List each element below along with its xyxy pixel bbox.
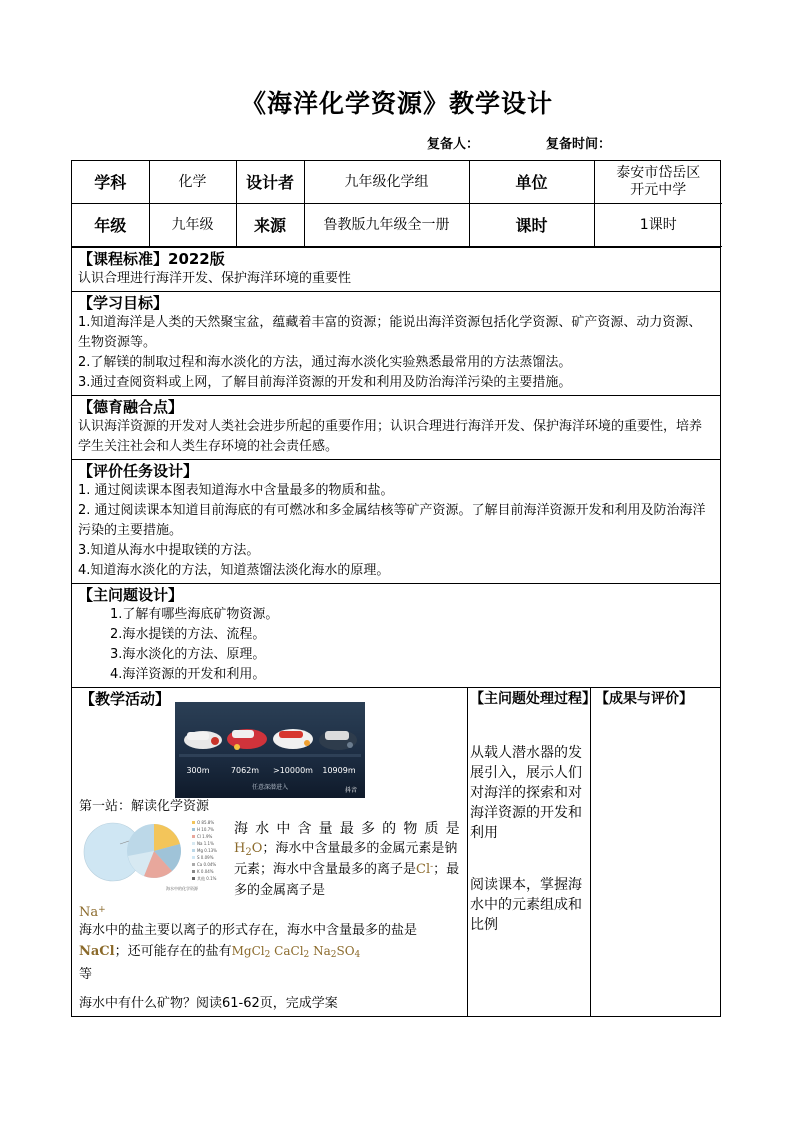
submersible-4 [319, 730, 357, 750]
designer-value: 九年级化学组 [304, 161, 469, 204]
process-column [468, 688, 596, 1016]
pie-caption: 海水中的化学资源 [166, 886, 198, 891]
subject-label: 学科 [72, 161, 149, 204]
moral-section [72, 395, 720, 459]
source-value: 鲁教版九年级全一册 [304, 204, 469, 247]
goal-item: 1.知道海洋是人类的天然聚宝盆，蕴藏着丰富的资源；能说出海洋资源包括化学资源、矿产资源、动力资源、生物资源等。 [78, 315, 702, 350]
text-part: 海水中含量最多的物质是 [234, 821, 460, 837]
course-standards-heading: 【课程标准】2022版 [78, 250, 225, 268]
lesson-label: 课时 [469, 204, 594, 247]
evaluation-item: 1. 通过阅读课本图表知道海水中含量最多的物质和盐。 [78, 483, 394, 498]
course-standards-section [72, 247, 720, 291]
image-caption: 任意深潜进入 [251, 784, 289, 791]
sodium-ion: Na+ [79, 905, 106, 920]
course-standards-text: 认识合理进行海洋开发、保护海洋环境的重要性 [78, 271, 352, 286]
teaching-activity-heading: 【教学活动】 [80, 690, 171, 708]
moral-text: 认识海洋资源的开发对人类社会进步所起的重要作用；认识合理进行海洋开发、保护海洋环境的重要性，培养学生关注社会和人类生存环境的社会责任感。 [78, 419, 703, 454]
main-questions-section [72, 583, 720, 687]
goal-item: 2.了解镁的制取过程和海水淡化的方法，通过海水淡化实验熟悉最常用的方法蒸馏法。 [78, 355, 572, 370]
text-part: ；还可能存在的盐有 [114, 944, 232, 959]
question-item: 4.海洋资源的开发和利用。 [110, 667, 266, 682]
subject-value: 化学 [149, 161, 236, 204]
text-part: ；最多的金属离子是 [234, 862, 460, 898]
question-item: 3.海水淡化的方法、原理。 [110, 647, 266, 662]
submersible-3 [273, 729, 313, 749]
lesson-value: 1课时 [594, 204, 722, 247]
evaluation-item: 2. 通过阅读课本知道目前海底的有可燃冰和多金属结核等矿产资源。了解目前海洋资源开发和利用及防治海洋污染的主要措施。 [78, 503, 706, 538]
unit-label: 单位 [469, 161, 594, 204]
process-heading: 【主问题处理过程】 [470, 691, 596, 707]
seawater-composition-chart [82, 820, 222, 892]
main-questions-heading: 【主问题设计】 [78, 586, 184, 604]
process-text: 阅读课本，掌握海水中的元素组成和比例 [470, 877, 582, 933]
source-label: 来源 [236, 204, 304, 247]
depth-label: >10000m [273, 766, 313, 775]
submersible-image [175, 702, 365, 798]
lesson-plan-table [71, 160, 721, 1017]
depth-label: 300m [186, 766, 210, 775]
evaluation-item: 3.知道从海水中提取镁的方法。 [78, 543, 260, 558]
question-item: 1.了解有哪些海底矿物资源。 [110, 607, 279, 622]
info-table [72, 161, 722, 247]
legend-entry: K 0.04% [197, 869, 214, 874]
document-title: 《海洋化学资源》教学设计 [240, 89, 553, 118]
nacl-formula: NaCl [79, 944, 115, 959]
legend-entry: 其他 0.1% [197, 876, 217, 881]
salt-text [79, 921, 463, 985]
grade-value: 九年级 [149, 204, 236, 247]
learning-goals-heading: 【学习目标】 [78, 294, 169, 312]
h2o-formula: $H_2O$ [234, 841, 263, 858]
legend-entry: Na 1.1% [197, 841, 214, 846]
learning-goals-section [72, 291, 720, 395]
depth-label: 7062m [230, 766, 260, 775]
legend-entry: S 0.09% [197, 855, 214, 860]
text-part: 海水中的盐主要以离子的形式存在，海水中含量最多的盐是 [79, 923, 418, 938]
text-part: ；海水中含量最多的金属元素是钠元素；海水中含量最多的离子是 [234, 841, 458, 877]
text-part: 等 [79, 967, 93, 982]
video-logo: 抖音 [344, 787, 358, 794]
legend-entry: Ca 0.04% [197, 862, 217, 867]
seawater-composition-text-2 [234, 839, 462, 901]
mineral-question: 海水中有什么矿物？阅读61-62页，完成学案 [79, 996, 338, 1011]
evaluation-section [72, 459, 720, 583]
mgcl2-formula: MgCl2 CaCl2 Na2SO4 [231, 944, 361, 960]
legend-entry: Mg 0.13% [197, 848, 217, 853]
result-heading: 【成果与评价】 [595, 691, 693, 707]
depth-label: 10909m [322, 766, 356, 775]
question-item: 2.海水提镁的方法、流程。 [110, 627, 266, 642]
prep-time-label: 复备时间： [546, 137, 612, 152]
result-column [591, 688, 720, 1016]
legend-entry: O 85.8% [197, 820, 215, 825]
process-text: 从载人潜水器的发展引入，展示人们对海洋的探索和对海洋资源的开发和利用 [470, 745, 582, 841]
unit-value: 泰安市岱岳区开元中学 [594, 161, 722, 204]
goal-item: 3.通过查阅资料或上网，了解目前海洋资源的开发和利用及防治海洋污染的主要措施。 [78, 375, 572, 390]
grade-label: 年级 [72, 204, 149, 247]
chloride-ion: Cl- [416, 862, 434, 877]
seawater-composition-text [234, 819, 460, 839]
teaching-activity-column [72, 688, 468, 1016]
designer-label: 设计者 [236, 161, 304, 204]
evaluation-heading: 【评价任务设计】 [78, 462, 199, 480]
legend-entry: H 10.7% [197, 827, 214, 832]
teaching-activities-row [72, 687, 720, 1016]
evaluation-item: 4.知道海水淡化的方法，知道蒸馏法淡化海水的原理。 [78, 563, 390, 578]
station-title: 第一站：解读化学资源 [79, 799, 210, 814]
legend-entry: Cl 1.9% [197, 834, 213, 839]
preparer-label: 复备人： [427, 137, 480, 152]
moral-heading: 【德育融合点】 [78, 398, 184, 416]
submersible-1 [184, 731, 222, 749]
